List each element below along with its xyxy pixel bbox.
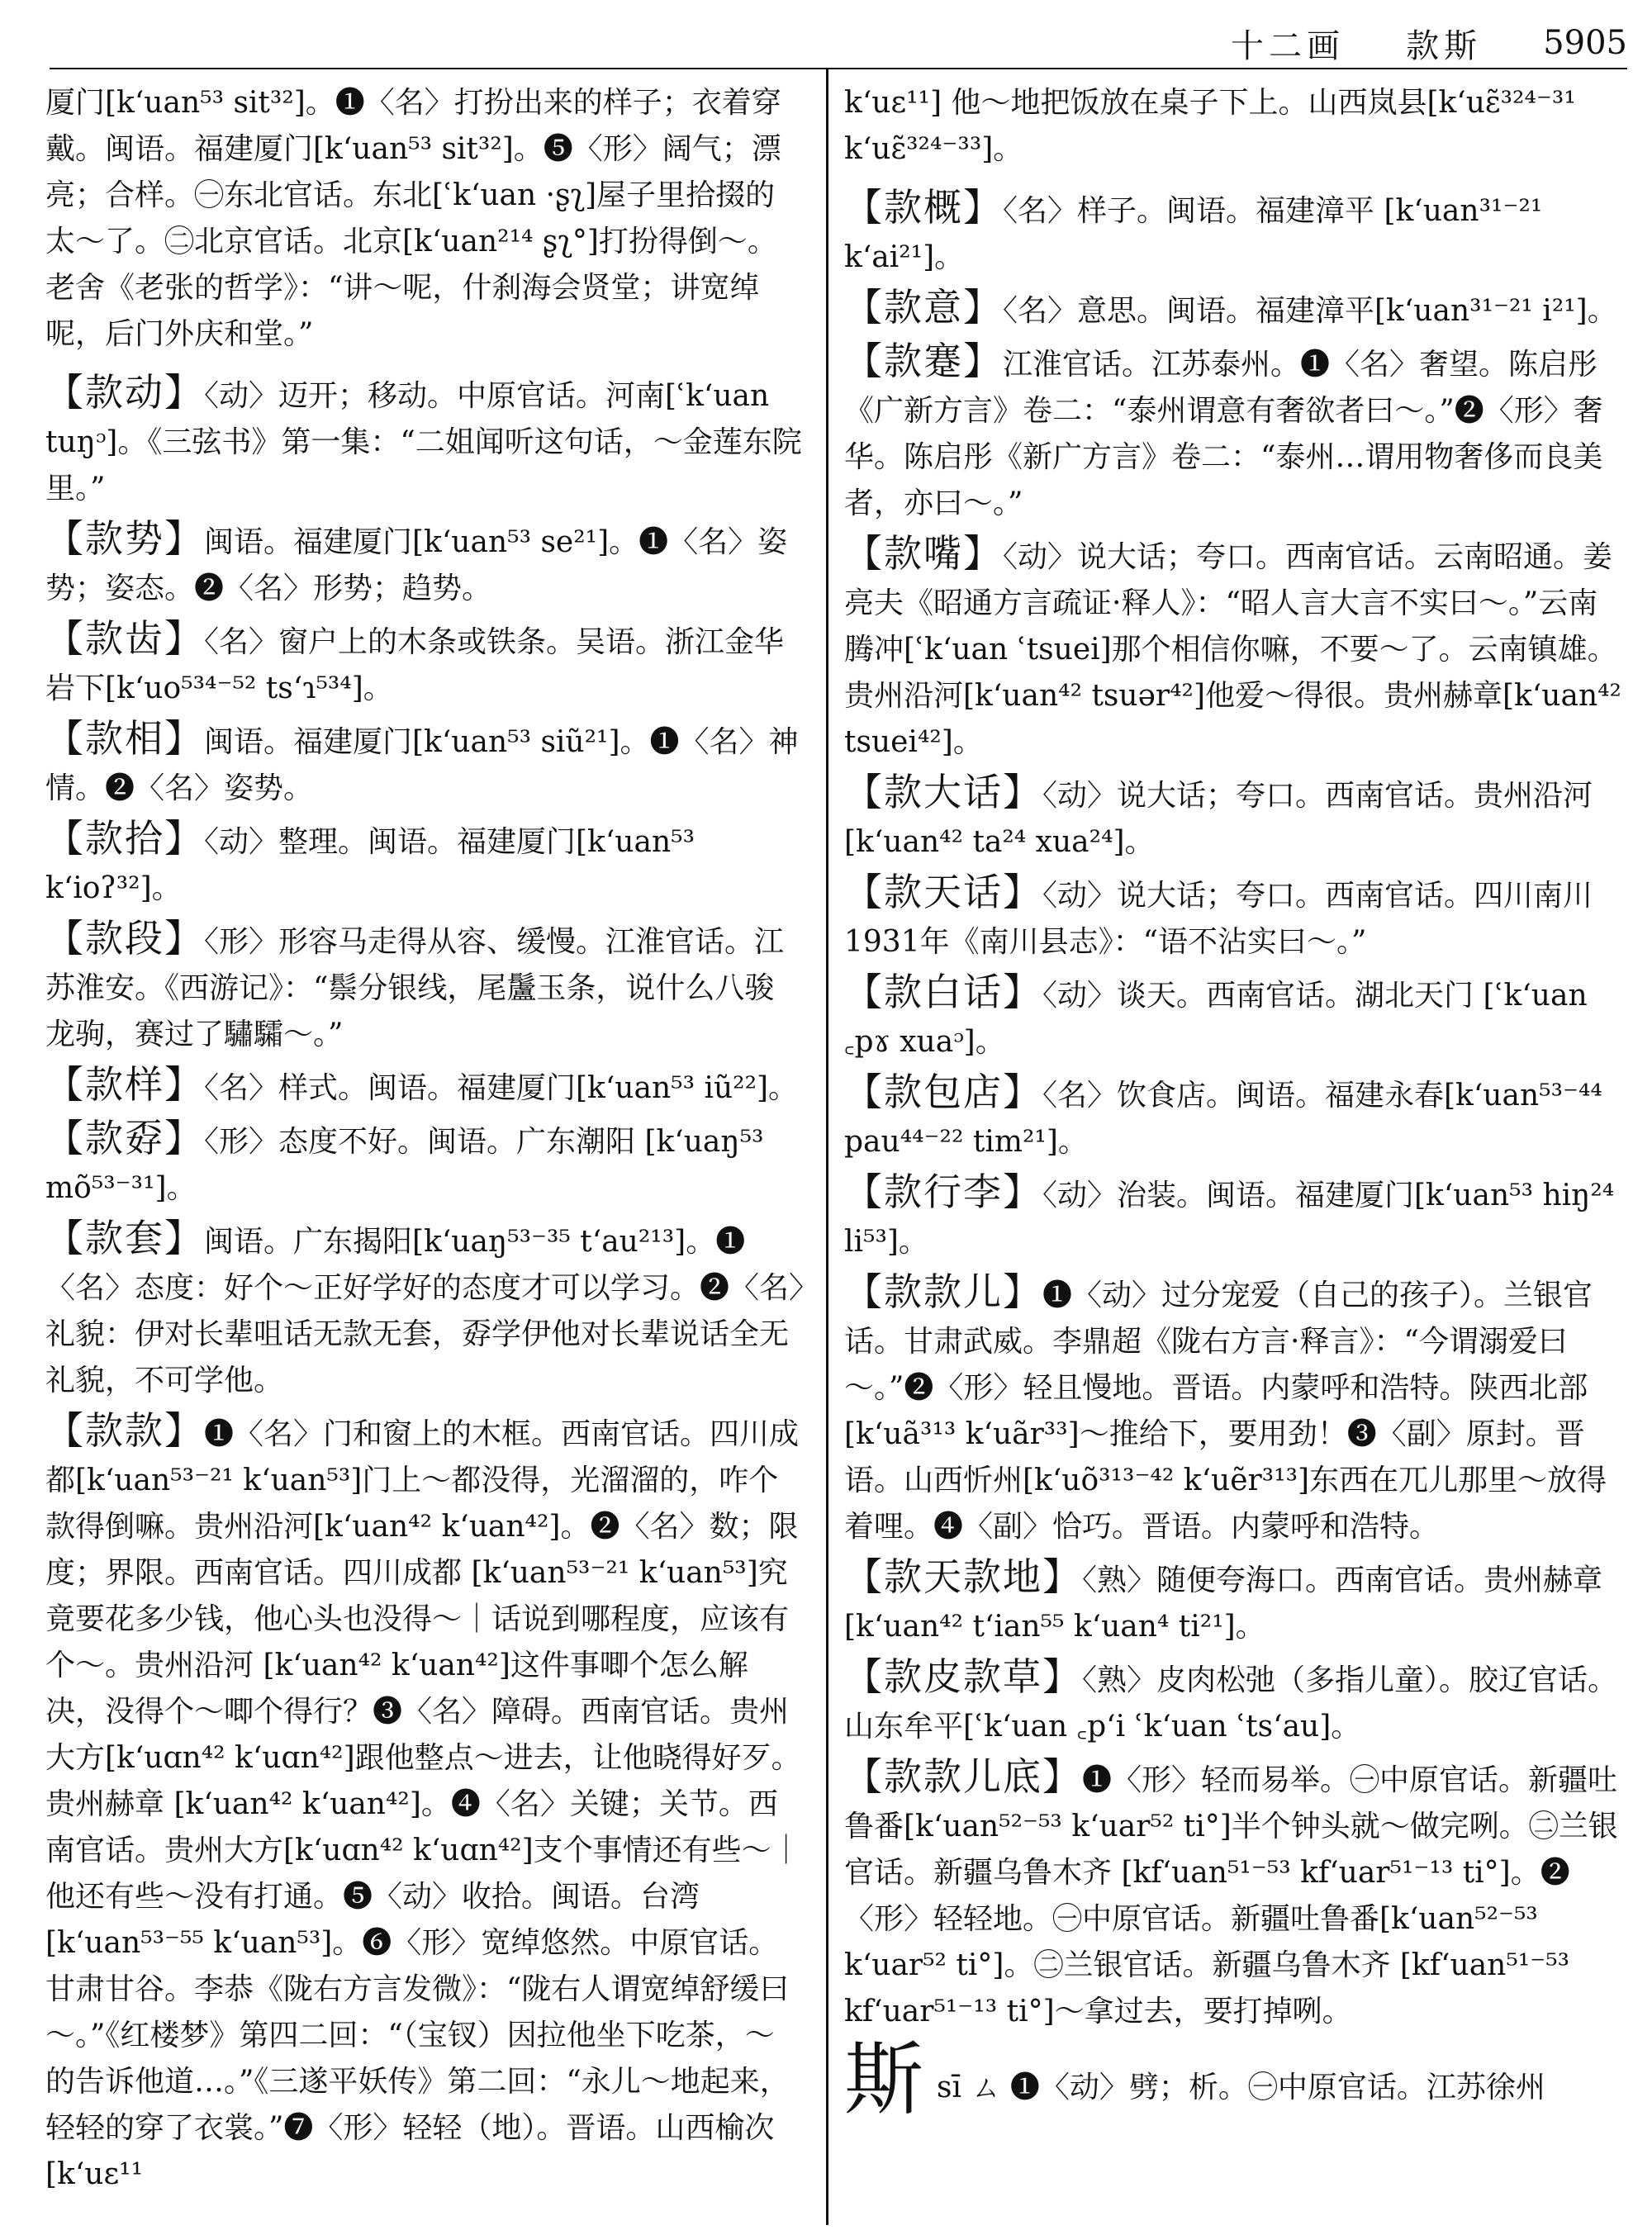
dictionary-entry [844,1753,1627,2035]
left-column [45,76,804,2223]
dictionary-entry [45,1215,804,1404]
dictionary-entry [844,184,1627,281]
entry-headword: 【款意】 [844,285,1003,330]
entry-headword: 【款齿】 [45,616,204,661]
dictionary-entry [45,1115,804,1212]
entry-body: 闽语。广东揭阳[k‘uaŋ⁵³⁻³⁵ t‘au²¹³]。❶〈名〉态度：好个～正好学好的态度才可以学习。❷〈名〉礼貌：伊对长辈咀话无款无套，孬学伊他对长辈说话全无礼貌，不可学他。 [45,1225,804,1397]
dictionary-entry [45,1061,804,1112]
entry-body: 〈形〉形容马走得从容、缓慢。江淮官话。江苏淮安。《西游记》：“鬃分银线，尾䰕玉条，说什么八骏龙驹，赛过了驌驦～。” [45,925,785,1051]
dictionary-entry [844,1269,1627,1550]
entry-headword: 【款白话】 [844,970,1042,1014]
entry-body: ❶〈名〉门和窗上的木框。西南官话。四川成都[k‘uan⁵³⁻²¹ k‘uan⁵³]门上～都没得，光溜溜的，咋个款得倒嘛。贵州沿河[k‘uan⁴² k‘uan⁴²]。❷〈名〉数；限度；界限。西南官话。四川成都 [k‘uan⁵³⁻²¹ k‘uan⁵³]究竟要花多少钱，他心头也没得～｜话说到哪程度，应该有个～。贵州沿河 [k‘uan⁴² k‘uan⁴²]这件事唧个怎么解决，没得个～唧个得行？❸〈名〉障碍。西南官话。贵州大方[k‘uɑn⁴² k‘uɑn⁴²]跟他整点～进去，让他晓得好歹。贵州赫章 [k‘uan⁴² k‘uan⁴²]。❹〈名〉关键；关节。西南官话。贵州大方[k‘uɑn⁴² k‘uɑn⁴²]支个事情还有些～｜他还有些～没有打通。❺〈动〉收拾。闽语。台湾 [k‘uan⁵³⁻⁵⁵ k‘uan⁵³]。❻〈形〉宽绰悠然。中原官话。甘肃甘谷。李恭《陇右方言发微》：“陇右人谓宽绰舒缓曰～。”《红楼梦》第四二回：“（宝钗）因拉他坐下吃茶，～的告诉他道…。”《三遂平妖传》第二回：“永儿～地起来，轻轻的穿了衣裳。”❼〈形〉轻轻（地）。晋语。山西榆次 [k‘uɛ¹¹ [45,1417,801,2191]
entry-body: 闽语。福建厦门[k‘uan⁵³ siũ²¹]。❶〈名〉神情。❷〈名〉姿势。 [45,725,799,805]
entry-body: 〈动〉谈天。西南官话。湖北天门 [ʿk‘uan ꜀pɤ xuaᵓ]。 [844,979,1588,1059]
page-number: 5905 [1543,24,1627,62]
dictionary-entry [45,915,804,1058]
entry-body: 〈名〉意思。闽语。福建漳平[k‘uan³¹⁻²¹ i²¹]。 [1003,294,1617,328]
entry-body: 〈名〉样子。闽语。福建漳平 [k‘uan³¹⁻²¹ k‘ai²¹]。 [844,194,1543,274]
entry-headword: 【款概】 [844,185,1003,230]
entry-headword: 【款孬】 [45,1116,204,1160]
entry-headword: 【款行李】 [844,1170,1042,1214]
column-divider [826,69,828,2225]
dictionary-entry [844,338,1627,527]
entry-body: ❶〈动〉过分宠爱（自己的孩子）。兰银官话。甘肃武威。李鼎超《陇右方言·释言》：“今谓溺爱曰～。”❷〈形〉轻且慢地。晋语。内蒙呼和浩特。陕西北部[k‘uã³¹³ k‘uãr³³]～推给下，要用劲！❸〈副〉原封。晋语。山西忻州[k‘uõ³¹³⁻⁴² k‘uẽr³¹³]东西在兀儿那里～放得着哩。❹〈副〉恰巧。晋语。内蒙呼和浩特。 [844,1279,1607,1544]
dictionary-entry [45,715,804,812]
running-head [1231,18,1627,68]
entry-headword: 【款包店】 [844,1070,1042,1114]
dictionary-entry [844,1169,1627,1265]
entry-headword: 【款样】 [45,1062,204,1107]
dictionary-entry [45,369,804,512]
entry-body: 〈动〉说大话；夸口。西南官话。四川南川1931年《南川县志》：“语不沾实曰～。” [844,879,1593,959]
dictionary-entry [45,815,804,912]
entry-body: 闽语。福建厦门[k‘uan⁵³ se²¹]。❶〈名〉姿势；姿态。❷〈名〉形势；趋势。 [45,525,788,605]
dictionary-entry [844,969,1627,1065]
entry-body: 〈动〉整理。闽语。福建厦门[k‘uan⁵³ k‘ioʔ³²]。 [45,825,695,905]
entry-headword: 【款嘴】 [844,531,1003,576]
character-entry [844,2033,1627,2126]
entry-body: 〈熟〉随便夸海口。西南官话。贵州赫章[k‘uan⁴² t‘ian⁵⁵ k‘uan⁴ ti²¹]。 [844,1563,1603,1644]
dictionary-entry [45,615,804,712]
entry-headword: 【款款儿】 [844,1269,1042,1314]
dictionary-entry [844,1654,1627,1750]
dictionary-entry [844,284,1627,334]
dictionary-entry [844,769,1627,866]
entry-body: 〈熟〉皮肉松弛（多指儿童）。胶辽官话。山东牟平[ʿk‘uan ꜀p‘i ʿk‘uan ʿts‘au]。 [844,1663,1618,1744]
entry-headword: 【款套】 [45,1216,204,1260]
entry-headword: 【款蹇】 [844,339,1003,383]
character-headword: 斯 [844,2033,923,2126]
page-characters: 款斯 [1406,26,1483,65]
entry-body: ❶〈动〉劈；析。㊀中原官话。江苏徐州 [1009,2071,1545,2104]
entry-headword: 【款款】 [45,1408,204,1453]
entry-headword: 【款大话】 [844,770,1042,814]
dictionary-entry [844,530,1627,766]
entry-body: 〈形〉态度不好。闽语。广东潮阳 [k‘uaŋ⁵³ mõ⁵³⁻³¹]。 [45,1125,764,1205]
entry-body: 〈名〉窗户上的木条或铁条。吴语。浙江金华岩下[k‘uo⁵³⁴⁻⁵² ts‘ɿ⁵³⁴]。 [45,625,785,705]
entry-headword: 【款势】 [45,516,204,561]
dictionary-entry [844,1069,1627,1165]
dictionary-entry [45,1407,804,2198]
entry-body: 厦门[k‘uan⁵³ sit³²]。❶〈名〉打扮出来的样子；衣着穿戴。闽语。福建厦门[k‘uan⁵³ sit³²]。❺〈形〉阔气；漂亮；合样。㊀东北官话。东北[ʿk‘uan ·ʂʅ]屋子里拾掇的太～了。㊁北京官话。北京[k‘uan²¹⁴ ʂʅ°]打扮得倒～。老舍《老张的哲学》：“讲～呢，什刹海会贤堂；讲宽绰呢，后门外庆和堂。” [45,86,781,351]
dictionary-entry [45,515,804,612]
entry-headword: 【款天款地】 [844,1554,1082,1599]
dictionary-entry [844,76,1627,173]
entry-body: ❶〈形〉轻而易举。㊀中原官话。新疆吐鲁番[k‘uan⁵²⁻⁵³ k‘uar⁵² ti°]半个钟头就～做完咧。㊁兰银官话。新疆乌鲁木齐 [kf‘uan⁵¹⁻⁵³ kf‘uar⁵¹⁻¹³ ti°]。❷〈形〉轻轻地。㊀中原官话。新疆吐鲁番[k‘uan⁵²⁻⁵³ k‘uar⁵² ti°]。㊁兰银官话。新疆乌鲁木齐 [kf‘uan⁵¹⁻⁵³ kf‘uar⁵¹⁻¹³ ti°]～拿过去，要打掉咧。 [844,1763,1618,2028]
entry-headword: 【款拾】 [45,816,204,861]
entry-headword: 【款皮款草】 [844,1654,1082,1699]
dictionary-entry [844,1554,1627,1650]
entry-body: 〈名〉饮食店。闽语。福建永春[k‘uan⁵³⁻⁴⁴ pau⁴⁴⁻²² tim²¹]。 [844,1079,1602,1159]
entry-headword: 【款相】 [45,716,204,761]
entry-headword: 【款动】 [45,370,204,415]
dictionary-entry [45,76,804,358]
dictionary-entry [844,869,1627,966]
entry-body: k‘uɛ¹¹] 他～地把饭放在桌子下上。山西岚县[k‘uɛ̃³²⁴⁻³¹ k‘uɛ̃³²⁴⁻³³]。 [844,86,1576,166]
entry-body: 〈名〉样式。闽语。福建厦门[k‘uan⁵³ iũ²²]。 [204,1071,799,1105]
entry-body: 〈动〉说大话；夸口。西南官话。贵州沿河[k‘uan⁴² ta²⁴ xua²⁴]。 [844,779,1593,859]
character-reading: sī ㄙ [937,2071,1001,2104]
entry-headword: 【款天话】 [844,870,1042,914]
entry-body: 〈动〉迈开；移动。中原官话。河南[ʿk‘uan tuŋᵓ]。《三弦书》第一集：“二姐闻听这句话，～金莲东院里。” [45,379,802,505]
section-label: 十二画 [1231,26,1345,65]
entry-headword: 【款款儿底】 [844,1754,1082,1799]
entry-body: 〈动〉治装。闽语。福建厦门[k‘uan⁵³ hiŋ²⁴ li⁵³]。 [844,1179,1615,1259]
entry-headword: 【款段】 [45,916,204,961]
right-column [844,76,1627,2223]
entry-body: 江淮官话。江苏泰州。❶〈名〉奢望。陈启彤《广新方言》卷二：“泰州谓意有奢欲者曰～。”❷〈形〉奢华。陈启彤《新广方言》卷二：“泰州…谓用物奢侈而良美者，亦曰～。” [844,348,1603,520]
header-rule [50,68,1627,69]
entry-body: 〈动〉说大话；夸口。西南官话。云南昭通。姜亮夫《昭通方言疏证·释人》：“昭人言大言不实曰～。”云南腾冲[ʿk‘uan ʿtsuei]那个相信你嘛，不要～了。云南镇雄。贵州沿河[k‘uan⁴² tsuər⁴²]他爱～得很。贵州赫章[k‘uan⁴² tsuei⁴²]。 [844,540,1621,759]
